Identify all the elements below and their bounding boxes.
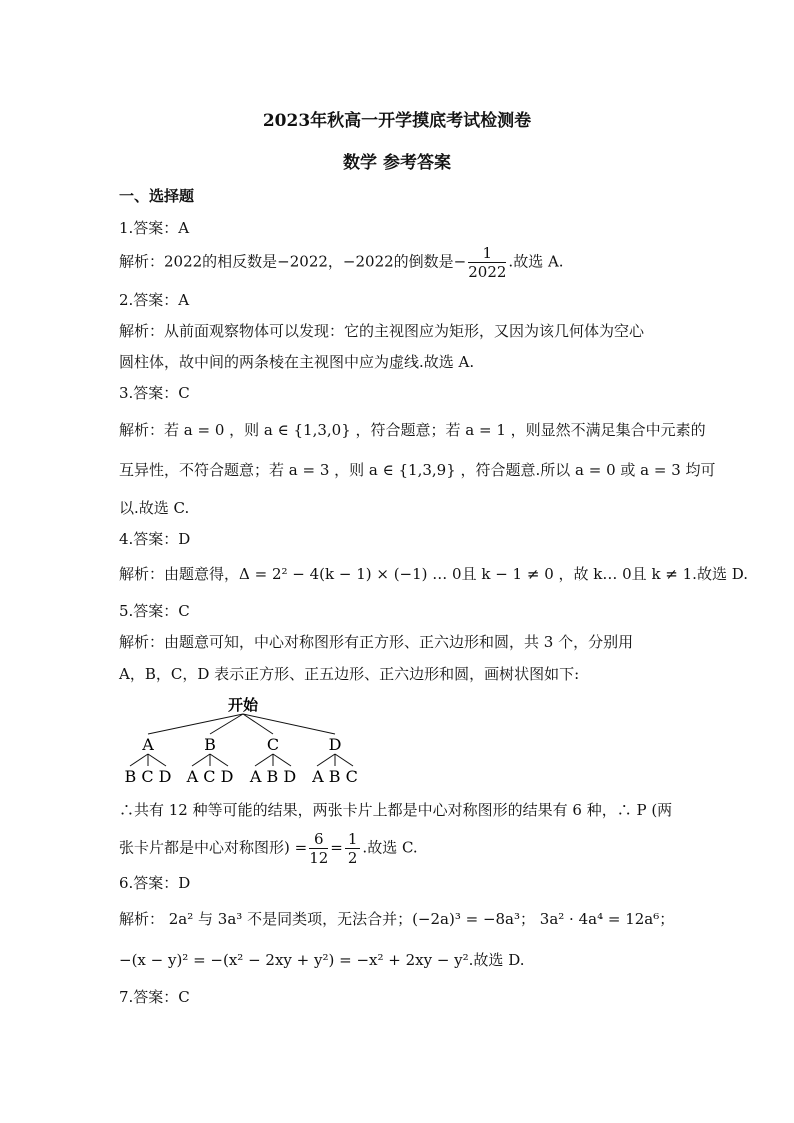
q5-fraction-2 (345, 830, 361, 867)
q5-line4-text: 张卡片都是中心对称图形) = (119, 838, 308, 857)
q4-answer: 4.答案：D (119, 530, 191, 548)
q5-line4-end: .故选 C. (362, 838, 418, 857)
tree-diagram (118, 694, 368, 786)
q6-analysis-line1: 解析： 2a² 与 3a³ 不是同类项，无法合并；(−2a)³ = −8a³； 3a² · 4a⁴ = 12a⁶； (119, 910, 675, 928)
q5-equals: = (330, 838, 343, 857)
q3-analysis-line2: 互异性，不符合题意；若 a = 3 ，则 a ∈ {1,3,9} ，符合题意.所以 a = 0 或 a = 3 均可 (119, 461, 716, 479)
q5-analysis-line2: A，B，C，D 表示正方形、正五边形、正六边形和圆，画树状图如下: (119, 665, 580, 683)
tree-leaf-links (130, 754, 353, 766)
q5-frac2-den: 2 (347, 849, 358, 867)
page-subtitle: 数学 参考答案 (343, 153, 451, 173)
q5-analysis-line4 (119, 830, 418, 867)
section-heading: 一、选择题 (119, 187, 195, 205)
q5-frac2-num: 1 (345, 830, 361, 849)
q5-analysis-line1: 解析：由题意可知，中心对称图形有正方形、正六边形和圆，共 3 个，分别用 (119, 633, 634, 651)
page-title: 2023年秋高一开学摸底考试检测卷 (262, 111, 532, 131)
q1-analysis (119, 244, 564, 281)
q5-answer: 5.答案：C (119, 602, 190, 620)
tree-branch-d: D (328, 735, 342, 754)
q5-frac1-num: 6 (309, 830, 328, 849)
tree-leaves-c: A B D (249, 767, 297, 786)
q7-answer: 7.答案：C (119, 988, 190, 1006)
q1-frac-den: 2022 (468, 263, 507, 281)
q2-analysis-line1: 解析：从前面观察物体可以发现：它的主视图应为矩形，又因为该几何体为空心 (119, 322, 645, 340)
q1-answer: 1.答案：A (119, 219, 190, 237)
tree-branch-a: A (142, 735, 154, 754)
q6-answer: 6.答案：D (119, 874, 191, 892)
q5-analysis-line3: ∴共有 12 种等可能的结果，两张卡片上都是中心对称图形的结果有 6 种，∴ P (两 (119, 801, 673, 819)
q3-answer: 3.答案：C (119, 384, 190, 402)
tree-leaves-b: A C D (186, 767, 234, 786)
tree-leaves-d: A B C (312, 767, 358, 786)
tree-branch-b: B (204, 735, 216, 754)
q3-analysis-line1: 解析：若 a = 0 ，则 a ∈ {1,3,0} ，符合题意；若 a = 1 ，则显然不满足集合中元素的 (119, 421, 706, 439)
q2-analysis-line2: 圆柱体，故中间的两条棱在主视图中应为虚线.故选 A. (119, 353, 475, 371)
q1-frac-num: 1 (468, 244, 506, 263)
tree-root-links (148, 714, 335, 734)
q4-analysis-line1: 解析：由题意得，Δ = 2² − 4(k − 1) × (−1) … 0且 k − 1 ≠ 0 ，故 k… 0且 k ≠ 1.故选 D. (119, 565, 748, 583)
q1-fraction (468, 244, 506, 281)
tree-leaves-a: B C D (124, 767, 172, 786)
q2-answer: 2.答案：A (119, 291, 190, 309)
q6-analysis-line2: −(x − y)² = −(x² − 2xy + y²) = −x² + 2xy − y².故选 D. (119, 951, 525, 969)
q5-frac1-den: 12 (309, 849, 329, 867)
q5-fraction-1 (309, 830, 328, 867)
q1-analysis-text: 解析：2022的相反数是−2022，−2022的倒数是− (119, 252, 467, 271)
tree-root: 开始 (227, 696, 259, 714)
tree-branch-c: C (266, 735, 280, 754)
q1-analysis-end: .故选 A. (508, 252, 564, 271)
q3-analysis-line3: 以.故选 C. (119, 499, 190, 517)
